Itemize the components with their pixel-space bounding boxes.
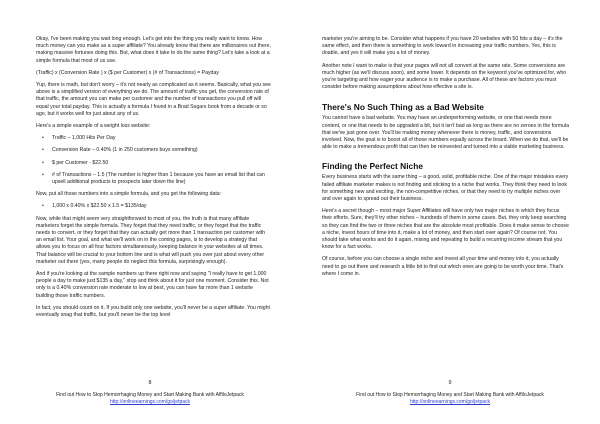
paragraph: You cannot have a bad website. You may have an underperforming website, or one that needs more content, or one that needs to be upgraded a bit, but it isn't bad as long as there are no zeroes in the formula that we've just gone over. You'll be making money whenever there is money, traffic, and conversions involved. Now, the goal is to boost all of those numbers equally across the board. When we do that, we'll be able to make a tremendous profit that can then be reinvested and turned into a viable marketing business.: [322, 115, 569, 151]
paragraph: In fact, you should count on it. If you build only one website, you'll never be a super affiliate. You might eventually snag that traffic, but you'll never be the top level: [36, 304, 270, 319]
list-item-text: # of Transactions – 1.5 (The number is higher than 1 because you have an email list that can upsell additional products to prospects later down the line): [52, 171, 265, 186]
page-footer: [300, 392, 600, 406]
list-item: [42, 203, 272, 210]
page-footer: [0, 392, 300, 406]
list-item: [42, 172, 272, 186]
paragraph: marketer you're aiming to be. Consider what happens if you have 20 websites with 50 hits a day – it's the same effect, and then there is something to work toward in increasing your traffic numbers. Yes, this is doable, and yes it will make you a lot of money.: [322, 36, 563, 57]
bullet-icon: •: [42, 171, 44, 178]
formula-paragraph: (Traffic) x (Conversion Rate ) x ($ per Customer) x (# of Transactions) = Payday: [36, 69, 219, 76]
paragraph: Now, put all those numbers into a simple formula, and you get the following data:: [36, 191, 222, 198]
bullet-icon: •: [42, 147, 44, 154]
paragraph: Yup, there is math, but don't worry – it's not nearly as complicated as it seems. Basically, what you see above is a simplified version of everything we do. The amount of traffic you get, the conversion rate of that traffic, the amount you can make per customer and the number of transactions you pull off will equal your total payday. This is actually a formula I found in a Brad Sugars book from a decade or so ago, but it works well for just about any of us.: [36, 82, 271, 117]
list-item: [42, 160, 272, 167]
footer-link[interactable]: http://onlineearnings.com/go/jetpack: [109, 398, 191, 405]
list-item-text: $ per Customer - $22.50: [52, 159, 109, 166]
list-item-text: Traffic – 1,000 Hits Per Day: [52, 135, 116, 142]
paragraph: Okay, I've been making you wait long enough. Let's get into the thing you really want to know. How much money can you make as a super affiliate? You already know that there are millionaires out there, making massive fortunes doing this. But, what does it take to do the same thing? Let's take a look at a simple formula that most of us use.: [36, 36, 271, 64]
paragraph: Now, while that might seem very straightforward to most of you, the truth is that many affiliate marketers forget the simple formula. They forget that they need traffic, or they forget that the traffic needs to convert, or they forget that they can actually get more than 1 transaction per customer with an email list. Your goal, and what we'll work on in the coming pages, is to develop a strategy that allows you to focus on all four factors simultaneously, keeping balance in your websites at all times. That balance will be crucial to your bottom line and is what will push you over just about every other marketer out there (yes, many people do neglect this formula, surprisingly enough).: [36, 215, 265, 265]
bullet-icon: •: [42, 203, 44, 210]
section-heading: There's No Such Thing as a Bad Website: [322, 102, 484, 113]
page-number: 9: [448, 380, 452, 386]
paragraph: Here's a secret though – most major Super Affiliates will have only two major niches in which they focus their efforts. Sure, they'll try other niches – hundreds of them in some cases. But, they only keep searching so they can find the two or three niches that are the absolute most profitable. Does it make sense to choose a niche, invest hours of time into it, make a lot of money, and then start over again? Of course not. You should take what works and do it again, mixing and repeating to build a recurring income stream that you know for a fact works.: [322, 208, 569, 251]
bullet-icon: •: [42, 159, 44, 166]
page-number: 8: [148, 380, 152, 386]
paragraph: Here's a simple example of a weight loss website:: [36, 123, 151, 130]
footer-link[interactable]: http://onlineearnings.com/go/jetpack: [409, 398, 491, 405]
list-item-text: 1,000 x 0.40% x $22.50 x 1.5 = $135/day: [52, 203, 147, 210]
right-page-content: [322, 36, 570, 283]
left-page-content: [36, 36, 272, 324]
footer-text: Find out How to Stop Hemorrhaging Money and Start Making Bank with AffiloJetpack: [356, 392, 544, 398]
paragraph: And if you're looking at the sample numbers up there right now and saying "I really have to get 1,000 people a day to make just $135 a day," stop and think about it for just one moment. Consider this. Not only is a 0.40% conversion rate moderate to low at best, you can have far more than 1 website building those traffic numbers.: [36, 271, 269, 299]
footer-text: Find out How to Stop Hemorrhaging Money and Start Making Bank with AffiloJetpack: [56, 392, 244, 398]
list-item: [42, 147, 272, 154]
bullet-icon: •: [42, 135, 44, 142]
list-item-text: Conversion Rate – 0.40% (1 in 250 customers buys something): [52, 147, 198, 154]
section-heading: Finding the Perfect Niche: [322, 161, 423, 172]
paragraph: Another note I want to make is that your pages will not all convert at the same rate. Some conversions are much higher (as we'll discuss soon), and some lower. It depends on the keyword you've optimized for, who you're targeting and how eager your audience is to make a purchase. All of these are factors you must consider before making assumptions about how effective a site is.: [322, 62, 567, 91]
paragraph: Of course, before you can choose a single niche and invest all your time and money into it, you actually need to go out there and research a little bit to find out which ones are going to be worth your time. That's where I come in.: [322, 256, 564, 277]
right-page: [300, 0, 600, 424]
paragraph: Every business starts with the same thing – a good, solid, profitable niche. One of the major mistakes every failed affiliate marketer makes is not finding and sticking to a niche that works. They think they need to look for something new and exciting, the non-competitive niches, or that they need to try multiple niches over and over again to spread out their business.: [322, 174, 569, 203]
list-item: [42, 135, 272, 142]
